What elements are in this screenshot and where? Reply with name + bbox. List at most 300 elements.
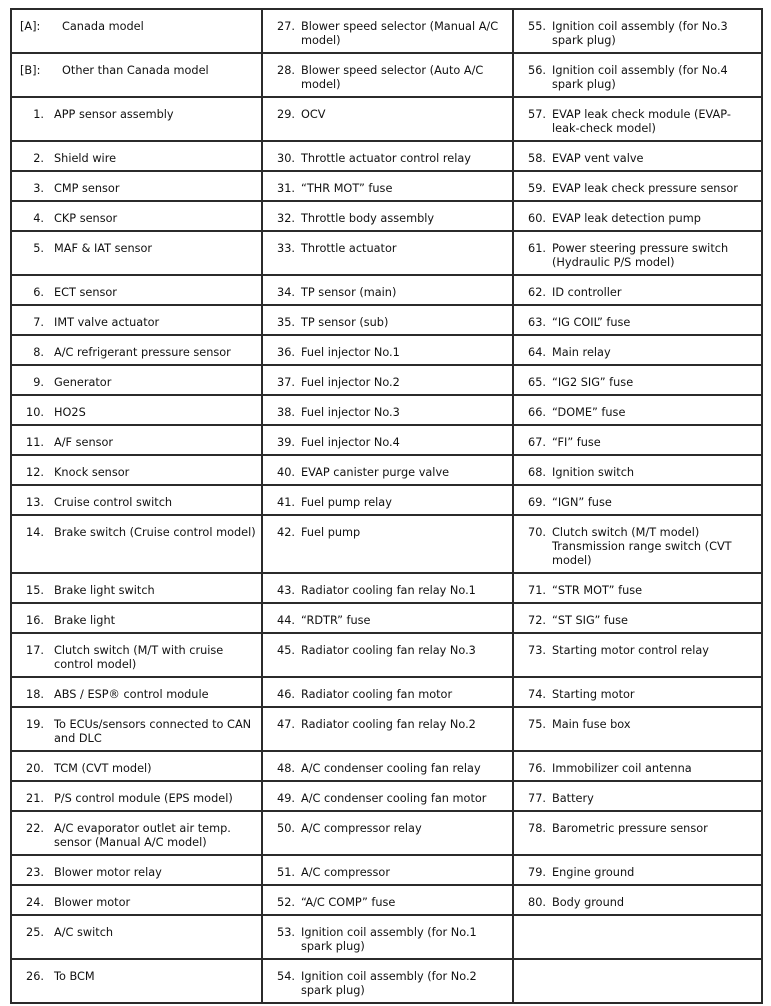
legend-cell (262, 425, 513, 455)
legend-cell (513, 171, 762, 201)
legend-row (11, 959, 762, 1003)
legend-entry (12, 708, 261, 746)
legend-entry-label: Generator (54, 376, 112, 389)
legend-entry-label: EVAP vent valve (552, 152, 644, 165)
legend-entry-number: 2. (33, 152, 44, 165)
legend-row (11, 485, 762, 515)
legend-row (11, 603, 762, 633)
legend-entry-label: “IG2 SIG” fuse (552, 376, 634, 389)
legend-entry (514, 752, 761, 776)
legend-cell (513, 455, 762, 485)
legend-cell (513, 275, 762, 305)
legend-entry-number: 56. (528, 64, 546, 77)
legend-entry-number: 42. (277, 526, 295, 539)
legend-cell (513, 855, 762, 885)
legend-cell (513, 201, 762, 231)
legend-cell (513, 751, 762, 781)
legend-entry-label: Clutch switch (M/T with cruise control model) (54, 644, 224, 671)
legend-cell (11, 855, 262, 885)
legend-entry-number: 62. (528, 286, 546, 299)
legend-entry-label: Ignition coil assembly (for No.2 spark plug) (301, 970, 477, 997)
legend-entry-label: Engine ground (552, 866, 635, 879)
legend-entry-number: 77. (528, 792, 546, 805)
legend-entry-number: 37. (277, 376, 295, 389)
legend-entry (263, 172, 512, 196)
legend-entry-number: 51. (277, 866, 295, 879)
legend-entry (263, 426, 512, 450)
legend-entry (12, 634, 261, 672)
legend-entry (514, 856, 761, 880)
legend-entry (12, 202, 261, 226)
legend-row (11, 201, 762, 231)
legend-cell (513, 9, 762, 53)
legend-cell (513, 305, 762, 335)
legend-entry-number: 70. (528, 526, 546, 539)
legend-row (11, 335, 762, 365)
legend-entry (263, 960, 512, 998)
legend-entry-label: Radiator cooling fan relay No.2 (301, 718, 476, 731)
legend-cell (11, 811, 262, 855)
legend-entry-label: “RDTR” fuse (301, 614, 371, 627)
legend-entry-label: EVAP canister purge valve (301, 466, 450, 479)
legend-entry-number: 19. (26, 718, 44, 731)
legend-cell (513, 781, 762, 811)
legend-entry-number: 48. (277, 762, 295, 775)
legend-cell (262, 959, 513, 1003)
legend-entry-number: 49. (277, 792, 295, 805)
legend-entry (514, 306, 761, 330)
legend-entry (514, 396, 761, 420)
legend-entry-number: 52. (277, 896, 295, 909)
legend-entry-number: 22. (26, 822, 44, 835)
legend-entry (263, 856, 512, 880)
legend-entry-label: Fuel pump relay (301, 496, 392, 509)
legend-entry (12, 426, 261, 450)
legend-entry (12, 336, 261, 360)
legend-cell (262, 201, 513, 231)
legend-cell (11, 305, 262, 335)
legend-entry-number: 79. (528, 866, 546, 879)
legend-entry (263, 98, 512, 122)
legend-entry-label: “THR MOT” fuse (301, 182, 393, 195)
legend-entry-label: Brake switch (Cruise control model) (54, 526, 256, 539)
legend-entry (12, 54, 261, 78)
legend-entry (263, 232, 512, 256)
legend-entry-number: 32. (277, 212, 295, 225)
legend-entry (514, 276, 761, 300)
legend-entry (514, 98, 761, 136)
legend-entry-number: 71. (528, 584, 546, 597)
legend-entry-number: 47. (277, 718, 295, 731)
legend-entry-label: Ignition coil assembly (for No.4 spark plug) (552, 64, 728, 91)
legend-entry-label: A/C evaporator outlet air temp. sensor (Manual A/C model) (54, 822, 231, 849)
legend-entry (12, 366, 261, 390)
legend-entry (12, 306, 261, 330)
legend-entry (263, 782, 512, 806)
legend-entry (514, 782, 761, 806)
legend-entry-number: 64. (528, 346, 546, 359)
legend-row (11, 395, 762, 425)
legend-entry-label: A/C condenser cooling fan motor (301, 792, 487, 805)
legend-entry (263, 10, 512, 48)
legend-entry-number: 67. (528, 436, 546, 449)
legend-cell (513, 231, 762, 275)
legend-entry (263, 306, 512, 330)
legend-entry-label: Fuel injector No.3 (301, 406, 400, 419)
legend-cell (513, 365, 762, 395)
legend-entry (12, 916, 261, 940)
legend-cell (11, 335, 262, 365)
legend-entry-label: A/C refrigerant pressure sensor (54, 346, 231, 359)
legend-entry-number: 45. (277, 644, 295, 657)
legend-entry-label: TCM (CVT model) (54, 762, 152, 775)
legend-entry (12, 886, 261, 910)
legend-entry-number: 57. (528, 108, 546, 121)
legend-entry-number: 44. (277, 614, 295, 627)
legend-entry-number: [A]: (20, 20, 41, 33)
legend-entry-number: 6. (33, 286, 44, 299)
legend-entry-number: 41. (277, 496, 295, 509)
legend-entry (263, 54, 512, 92)
legend-entry-number: 15. (26, 584, 44, 597)
legend-entry-label: Ignition coil assembly (for No.1 spark plug) (301, 926, 477, 953)
legend-cell (262, 855, 513, 885)
legend-row (11, 455, 762, 485)
legend-cell (262, 603, 513, 633)
legend-cell (262, 141, 513, 171)
legend-entry-label: Barometric pressure sensor (552, 822, 708, 835)
legend-entry-label: A/C switch (54, 926, 114, 939)
legend-cell (262, 633, 513, 677)
legend-cell (262, 53, 513, 97)
legend-entry-number: 58. (528, 152, 546, 165)
legend-cell (513, 677, 762, 707)
legend-entry-label: Clutch switch (M/T model) Transmission range switch (CVT model) (552, 526, 732, 567)
legend-entry-label: “IGN” fuse (552, 496, 612, 509)
legend-entry-number: 9. (33, 376, 44, 389)
legend-cell (11, 707, 262, 751)
legend-entry (514, 232, 761, 270)
legend-cell (11, 455, 262, 485)
legend-entry-label: “IG COIL” fuse (552, 316, 631, 329)
legend-cell (11, 885, 262, 915)
legend-entry (12, 812, 261, 850)
legend-entry (263, 678, 512, 702)
legend-cell (11, 959, 262, 1003)
legend-entry-label: ABS / ESP® control module (54, 688, 209, 701)
legend-entry (263, 276, 512, 300)
legend-entry-label: Body ground (552, 896, 625, 909)
legend-entry (514, 54, 761, 92)
legend-cell (262, 395, 513, 425)
legend-entry-label: “ST SIG” fuse (552, 614, 628, 627)
legend-entry (12, 172, 261, 196)
legend-entry (12, 456, 261, 480)
legend-entry (12, 276, 261, 300)
legend-entry-label: Throttle body assembly (301, 212, 435, 225)
legend-entry-number: 75. (528, 718, 546, 731)
legend-entry-label: Blower motor relay (54, 866, 162, 879)
legend-entry-label: A/C compressor (301, 866, 390, 879)
legend-cell (11, 141, 262, 171)
legend-entry (12, 486, 261, 510)
legend-row (11, 141, 762, 171)
legend-entry-number: 7. (33, 316, 44, 329)
legend-row (11, 9, 762, 53)
legend-cell (262, 707, 513, 751)
legend-row (11, 633, 762, 677)
legend-entry-number: 76. (528, 762, 546, 775)
legend-entry-number: 80. (528, 896, 546, 909)
legend-row (11, 915, 762, 959)
legend-entry (12, 232, 261, 256)
legend-entry-label: EVAP leak check module (EVAP-leak-check model) (552, 108, 731, 135)
legend-entry-number: 31. (277, 182, 295, 195)
legend-cell (513, 633, 762, 677)
legend-cell (513, 485, 762, 515)
legend-entry (12, 856, 261, 880)
legend-row (11, 365, 762, 395)
legend-row (11, 275, 762, 305)
legend-row (11, 707, 762, 751)
legend-entry (12, 960, 261, 984)
legend-entry (514, 202, 761, 226)
legend-entry-number: 38. (277, 406, 295, 419)
legend-entry (514, 172, 761, 196)
legend-entry-number: 5. (33, 242, 44, 255)
legend-entry (514, 426, 761, 450)
legend-entry-number: 72. (528, 614, 546, 627)
legend-cell (262, 97, 513, 141)
legend-entry-number: 65. (528, 376, 546, 389)
legend-entry-number: 17. (26, 644, 44, 657)
legend-entry-label: APP sensor assembly (54, 108, 174, 121)
legend-entry (514, 886, 761, 910)
legend-entry-label: Starting motor (552, 688, 635, 701)
legend-cell (11, 485, 262, 515)
legend-entry (263, 396, 512, 420)
legend-cell (262, 485, 513, 515)
legend-entry (514, 142, 761, 166)
legend-cell (513, 573, 762, 603)
legend-row (11, 781, 762, 811)
legend-entry (514, 366, 761, 390)
legend-entry-number: 69. (528, 496, 546, 509)
legend-entry (514, 678, 761, 702)
legend-entry-label: Brake light switch (54, 584, 155, 597)
legend-entry-label: “A/C COMP” fuse (301, 896, 396, 909)
legend-entry-label: Battery (552, 792, 594, 805)
legend-entry-label: TP sensor (sub) (301, 316, 389, 329)
legend-cell (262, 811, 513, 855)
legend-entry-number: 60. (528, 212, 546, 225)
legend-entry-label: Main fuse box (552, 718, 631, 731)
legend-entry-label: TP sensor (main) (301, 286, 397, 299)
legend-row (11, 425, 762, 455)
legend-cell (513, 603, 762, 633)
legend-entry-label: Brake light (54, 614, 116, 627)
legend-row (11, 97, 762, 141)
legend-cell (11, 365, 262, 395)
legend-entry-label: EVAP leak detection pump (552, 212, 701, 225)
legend-row (11, 677, 762, 707)
legend-entry (514, 516, 761, 568)
legend-entry-number: 30. (277, 152, 295, 165)
legend-entry-number: 68. (528, 466, 546, 479)
legend-entry-number: 11. (26, 436, 44, 449)
legend-entry-number: 26. (26, 970, 44, 983)
legend-entry-label: “DOME” fuse (552, 406, 626, 419)
legend-entry-label: Ignition switch (552, 466, 635, 479)
legend-entry-number: 21. (26, 792, 44, 805)
legend-entry (514, 486, 761, 510)
legend-entry-label: Other than Canada model (62, 64, 209, 77)
legend-entry-label: Starting motor control relay (552, 644, 709, 657)
legend-cell (11, 201, 262, 231)
legend-entry-number: 59. (528, 182, 546, 195)
legend-entry (263, 812, 512, 836)
legend-entry-label: To BCM (54, 970, 95, 983)
legend-entry (12, 678, 261, 702)
legend-entry (12, 782, 261, 806)
legend-entry-label: To ECUs/sensors connected to CAN and DLC (54, 718, 252, 745)
legend-cell (11, 171, 262, 201)
legend-entry-number: 63. (528, 316, 546, 329)
legend-entry-label: Throttle actuator (301, 242, 397, 255)
legend-cell (11, 633, 262, 677)
legend-cell (262, 455, 513, 485)
legend-entry-number: 1. (33, 108, 44, 121)
legend-cell (513, 395, 762, 425)
legend-body (11, 9, 762, 1003)
legend-entry-number: 14. (26, 526, 44, 539)
legend-entry-number: 74. (528, 688, 546, 701)
legend-cell (262, 573, 513, 603)
legend-cell (11, 603, 262, 633)
legend-cell (11, 677, 262, 707)
legend-cell (11, 275, 262, 305)
legend-entry (12, 516, 261, 540)
legend-entry-label: Fuel injector No.2 (301, 376, 400, 389)
legend-entry-label: Radiator cooling fan motor (301, 688, 453, 701)
legend-entry-number: 28. (277, 64, 295, 77)
legend-entry-label: A/C compressor relay (301, 822, 422, 835)
legend-cell (262, 781, 513, 811)
legend-entry-label: Fuel injector No.1 (301, 346, 400, 359)
legend-entry-label: A/C condenser cooling fan relay (301, 762, 481, 775)
legend-entry-label: Fuel injector No.4 (301, 436, 400, 449)
legend-entry-label: Blower speed selector (Auto A/C model) (301, 64, 484, 91)
legend-entry (263, 142, 512, 166)
legend-entry-label: Cruise control switch (54, 496, 173, 509)
legend-cell (513, 885, 762, 915)
legend-cell (262, 751, 513, 781)
legend-entry (263, 336, 512, 360)
legend-entry-label: Blower speed selector (Manual A/C model) (301, 20, 499, 47)
legend-entry-number: 27. (277, 20, 295, 33)
legend-entry (514, 574, 761, 598)
legend-entry-number: 39. (277, 436, 295, 449)
legend-entry (263, 708, 512, 732)
legend-cell (513, 53, 762, 97)
legend-entry-label: IMT valve actuator (54, 316, 160, 329)
legend-cell (513, 915, 762, 959)
legend-entry-label: P/S control module (EPS model) (54, 792, 233, 805)
legend-entry-number: 23. (26, 866, 44, 879)
legend-entry (263, 516, 512, 540)
legend-cell (11, 97, 262, 141)
legend-cell (262, 305, 513, 335)
legend-cell (11, 515, 262, 573)
legend-entry-number: 50. (277, 822, 295, 835)
legend-entry-number: 53. (277, 926, 295, 939)
legend-entry-number: [B]: (20, 64, 41, 77)
legend-entry (263, 604, 512, 628)
legend-cell (11, 231, 262, 275)
legend-cell (262, 9, 513, 53)
legend-entry (263, 752, 512, 776)
legend-entry-label: OCV (301, 108, 326, 121)
legend-cell (262, 677, 513, 707)
legend-entry (12, 142, 261, 166)
legend-entry (263, 886, 512, 910)
component-legend-table (10, 8, 763, 1004)
legend-entry-label: Radiator cooling fan relay No.1 (301, 584, 476, 597)
legend-entry-number: 25. (26, 926, 44, 939)
legend-entry (263, 456, 512, 480)
legend-cell (11, 425, 262, 455)
legend-entry-number: 16. (26, 614, 44, 627)
legend-entry (263, 574, 512, 598)
legend-entry-number: 3. (33, 182, 44, 195)
legend-entry-number: 34. (277, 286, 295, 299)
legend-row (11, 751, 762, 781)
legend-entry (514, 812, 761, 836)
legend-cell (513, 425, 762, 455)
legend-entry-number: 35. (277, 316, 295, 329)
legend-cell (11, 781, 262, 811)
legend-entry-label: “FI” fuse (552, 436, 601, 449)
legend-entry-number: 78. (528, 822, 546, 835)
legend-cell (513, 141, 762, 171)
legend-cell (262, 335, 513, 365)
legend-entry (514, 10, 761, 48)
legend-entry-label: ECT sensor (54, 286, 117, 299)
legend-entry (12, 98, 261, 122)
legend-cell (262, 515, 513, 573)
legend-entry (514, 456, 761, 480)
legend-entry-label: MAF & IAT sensor (54, 242, 153, 255)
legend-cell (513, 959, 762, 1003)
legend-entry-label: Shield wire (54, 152, 117, 165)
legend-cell (513, 335, 762, 365)
legend-entry-label: Main relay (552, 346, 611, 359)
legend-cell (262, 275, 513, 305)
legend-entry-label: ID controller (552, 286, 622, 299)
legend-entry (514, 604, 761, 628)
legend-entry-number: 18. (26, 688, 44, 701)
legend-entry (263, 486, 512, 510)
legend-entry (12, 396, 261, 420)
legend-row (11, 171, 762, 201)
legend-cell (262, 231, 513, 275)
legend-row (11, 885, 762, 915)
legend-entry (514, 634, 761, 658)
legend-entry-label: Knock sensor (54, 466, 130, 479)
legend-entry (12, 752, 261, 776)
legend-entry-number: 8. (33, 346, 44, 359)
legend-cell (513, 97, 762, 141)
